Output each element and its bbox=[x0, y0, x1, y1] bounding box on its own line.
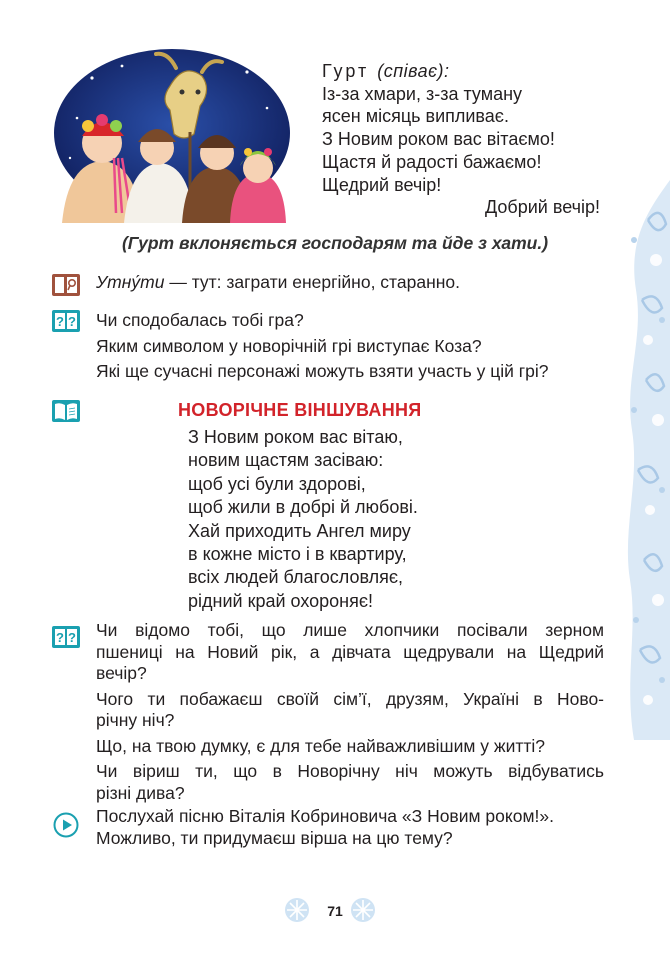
poem-line: в кожне місто і в квартиру, bbox=[188, 544, 407, 565]
song-speaker bbox=[322, 60, 612, 83]
question-book-icon bbox=[51, 308, 81, 334]
speaker-name: Гурт bbox=[322, 61, 370, 81]
poem-line: всіх людей благословляє, bbox=[188, 567, 404, 588]
question-line: Чого ти побажаєш своїй сім’ї, друзям, Україні в Ново- bbox=[96, 688, 604, 709]
speaker-note: (співає): bbox=[377, 61, 450, 81]
dictionary-entry bbox=[96, 272, 604, 294]
poem-title: НОВОРІЧНЕ ВІНШУВАННЯ bbox=[178, 400, 422, 420]
poem-line: новим щастям засіваю: bbox=[188, 450, 384, 471]
poem-line: щоб жили в добрі й любові. bbox=[188, 497, 418, 518]
song-line: Щастя й радості бажаємо! bbox=[322, 151, 542, 172]
poem-line: щоб усі були здорові, bbox=[188, 473, 366, 494]
page-number: 71 bbox=[327, 903, 343, 919]
svg-text:?: ? bbox=[56, 314, 64, 329]
question-text: Які ще сучасні персонажі можуть взяти участь у цій грі? bbox=[96, 361, 549, 381]
question-line: Що, на твою думку, є для тебе найважливішим у житті? bbox=[96, 735, 545, 756]
listen-line: Можливо, ти придумаєш вірша на цю тему? bbox=[96, 827, 453, 848]
song-line: Добрий вечір! bbox=[485, 197, 600, 218]
dictionary-book-icon bbox=[51, 272, 81, 298]
poem-stanza bbox=[188, 426, 418, 613]
dictionary-definition: — тут: заграти енергійно, старанно. bbox=[164, 272, 460, 292]
folk-ornament-decoration bbox=[618, 180, 670, 740]
song-line: ясен місяць випливає. bbox=[322, 106, 509, 127]
question-text bbox=[96, 689, 604, 732]
snowflake-icon bbox=[350, 897, 376, 923]
svg-text:?: ? bbox=[68, 314, 76, 329]
dictionary-term: Утну́ти bbox=[96, 272, 165, 292]
listen-line: Послухай пісню Віталія Кобриновича «З Новим роком!». bbox=[96, 806, 554, 826]
carolers-goat-illustration bbox=[52, 48, 292, 223]
question-text bbox=[96, 620, 604, 685]
question-line: вечір? bbox=[96, 663, 147, 683]
questions-block-1 bbox=[96, 306, 604, 383]
poem-line: Хай приходить Ангел миру bbox=[188, 520, 411, 541]
stage-direction: (Гурт вклоняється господарям та йде з хати.) bbox=[121, 233, 549, 253]
question-line: Чи віриш ти, що в Новорічну ніч можуть відбуватись bbox=[96, 761, 604, 781]
questions-block-2 bbox=[96, 620, 604, 804]
song-line: Щедрий вечір! bbox=[322, 174, 442, 195]
svg-text:?: ? bbox=[56, 630, 64, 645]
question-text bbox=[96, 736, 604, 758]
song-line: Із-за хмари, з-за туману bbox=[322, 83, 523, 104]
question-text bbox=[96, 761, 604, 804]
poem-line: З Новим роком вас вітаю, bbox=[188, 427, 403, 447]
question-line: пшениці на Новий рік, а дівчата щедрували на Щедрий bbox=[96, 641, 604, 662]
play-audio-icon[interactable] bbox=[53, 812, 79, 838]
listen-task bbox=[96, 806, 604, 849]
question-text: Чи сподобалась тобі гра? bbox=[96, 310, 304, 330]
svg-text:?: ? bbox=[68, 630, 76, 645]
question-line: річну ніч? bbox=[96, 710, 175, 730]
question-line: Чи відомо тобі, що лише хлопчики посівали зерном bbox=[96, 620, 604, 640]
question-line: різні дива? bbox=[96, 782, 185, 803]
question-book-icon bbox=[51, 624, 81, 650]
open-book-icon bbox=[51, 398, 81, 424]
poem-line: рідний край охороняє! bbox=[188, 590, 374, 611]
song-stanza bbox=[322, 60, 612, 219]
song-line: З Новим роком вас вітаємо! bbox=[322, 129, 555, 150]
question-text: Яким символом у новорічній грі виступає Коза? bbox=[96, 335, 482, 356]
